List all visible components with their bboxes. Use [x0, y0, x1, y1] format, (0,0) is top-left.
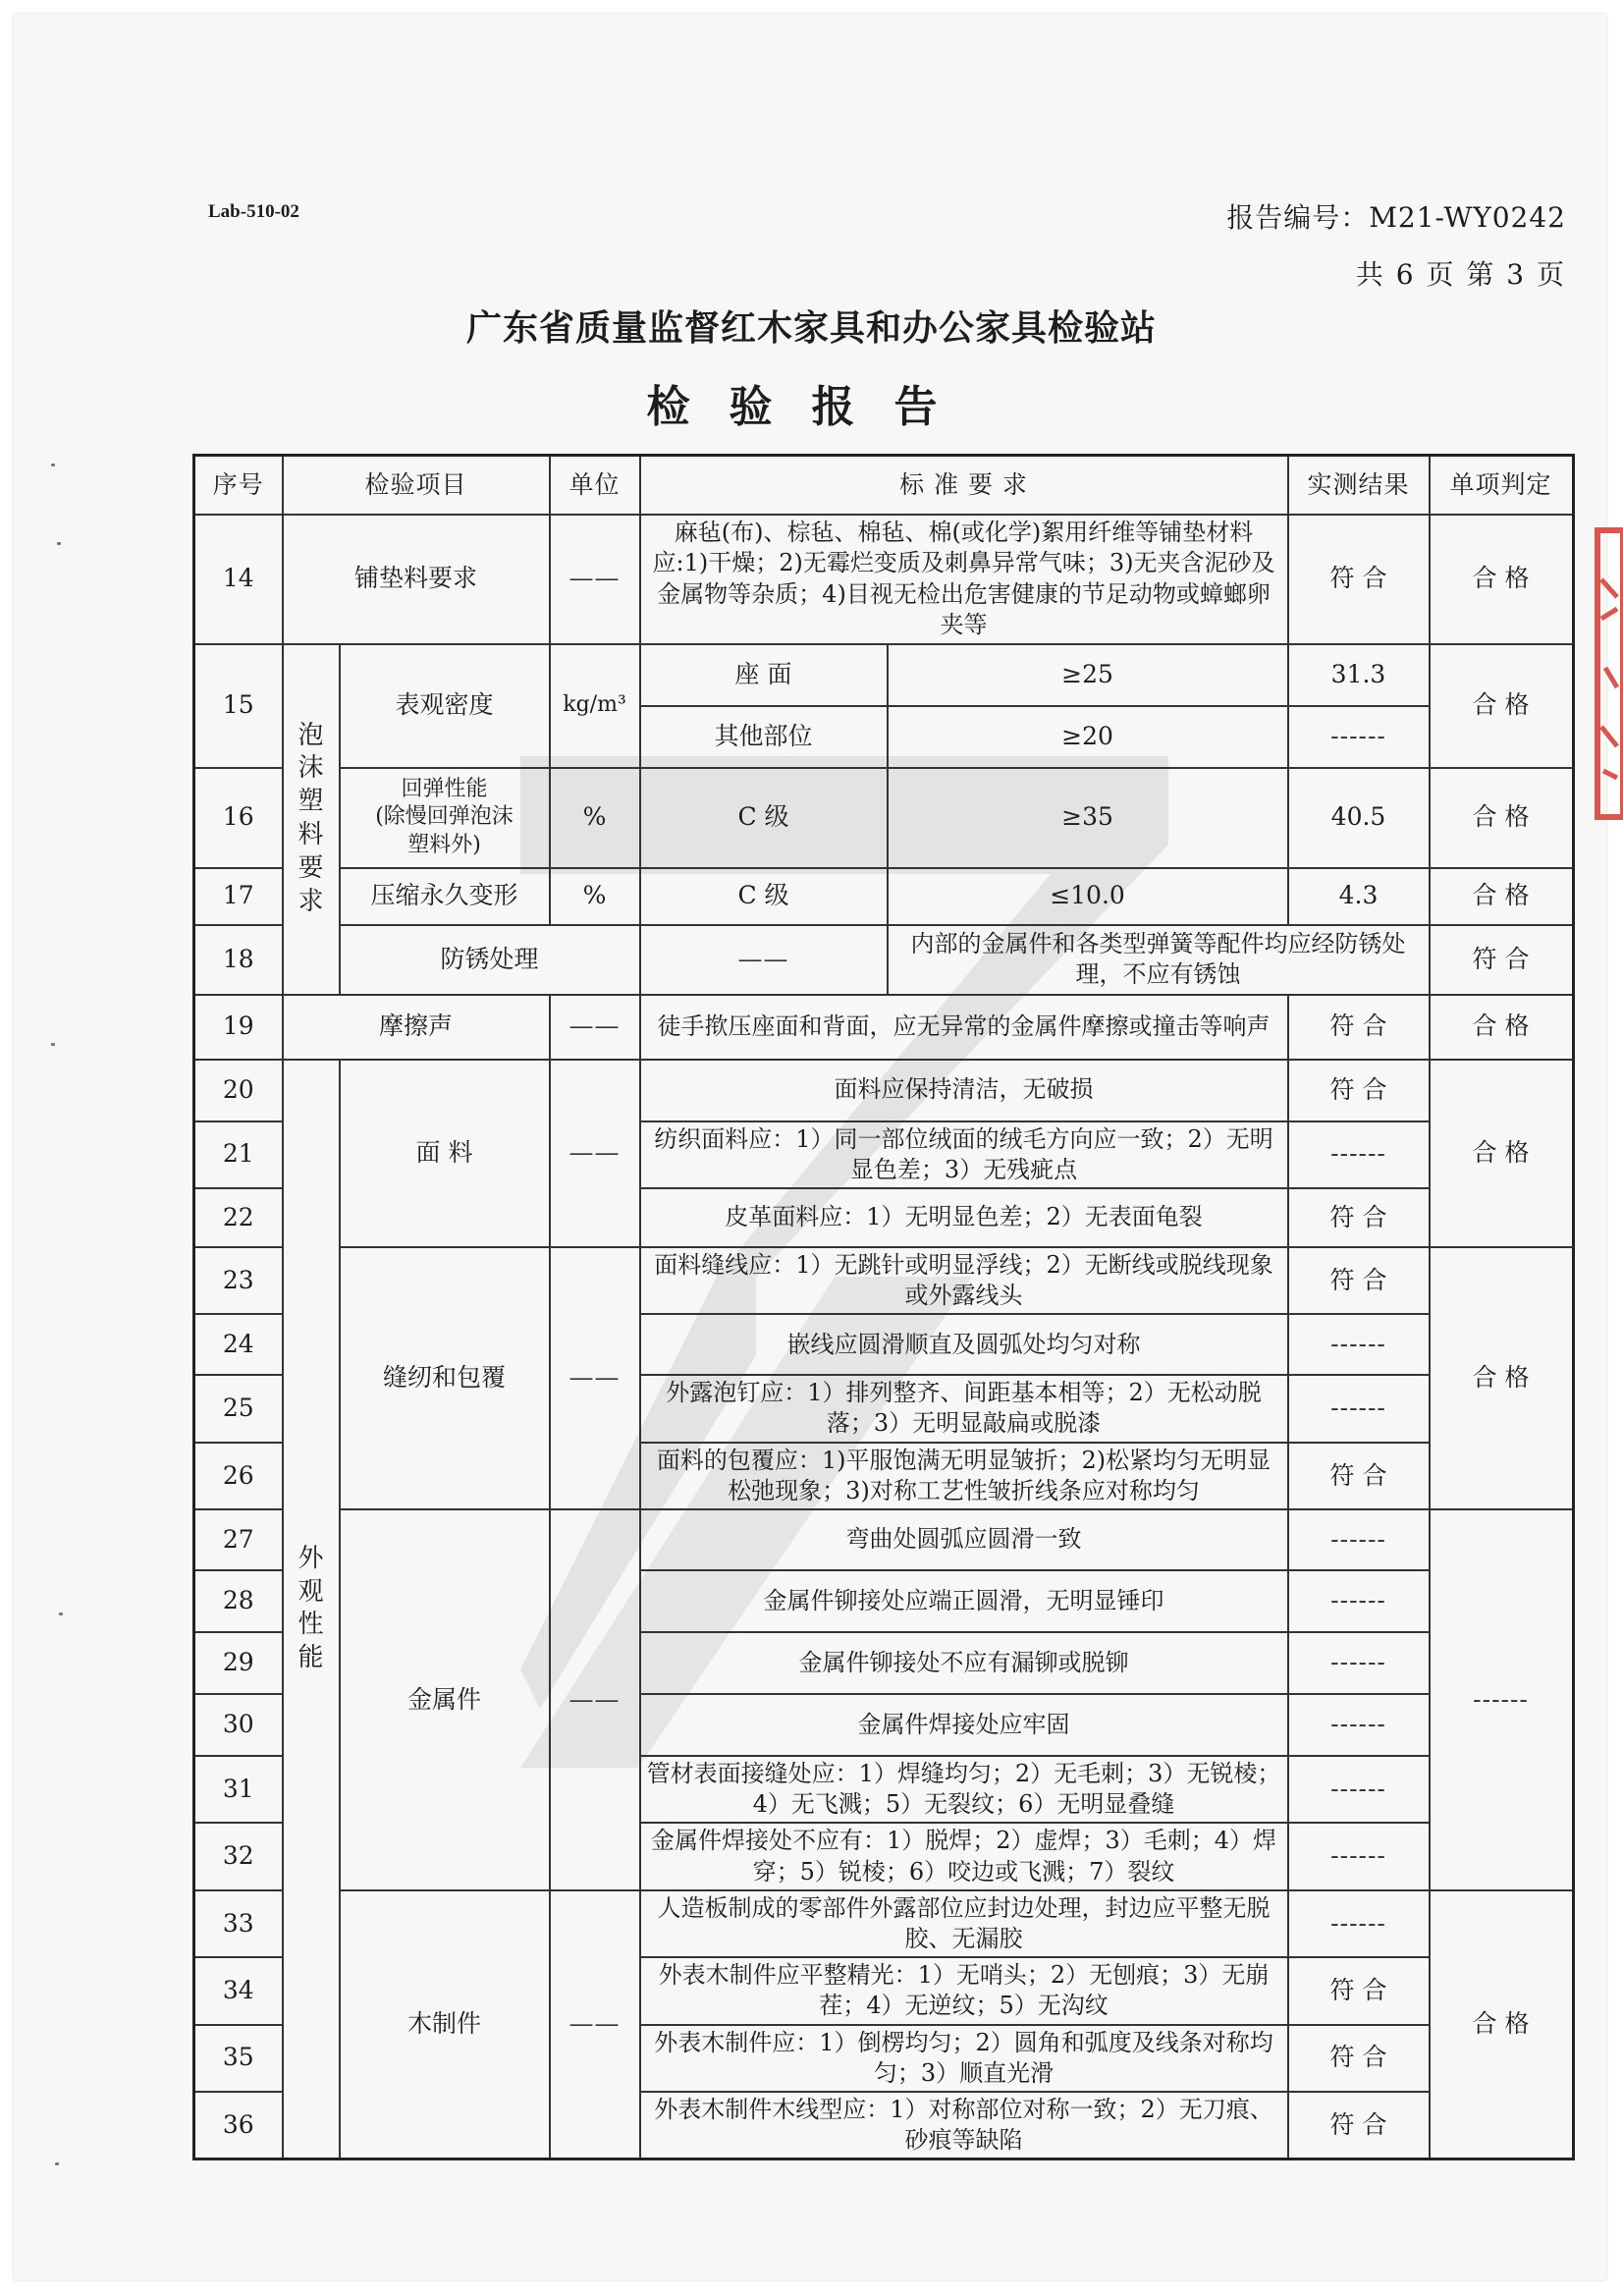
row-seq: 27	[194, 1509, 283, 1570]
subgroup-sewing-verdict: 合 格	[1430, 1247, 1573, 1509]
row-requirement: ≥25	[888, 644, 1288, 706]
row-seq: 34	[194, 1957, 283, 2024]
row-verdict: 合 格	[1430, 995, 1573, 1060]
row-verdict: 合 格	[1430, 644, 1573, 768]
subgroup-fabric-unit: ——	[550, 1060, 640, 1247]
row-seq: 26	[194, 1443, 283, 1509]
page-info: 共 6 页 第 3 页	[1355, 258, 1566, 291]
row-seq: 22	[194, 1188, 283, 1247]
row-item: 表观密度	[340, 644, 550, 768]
row-result: 符 合	[1288, 1247, 1430, 1314]
form-code: Lab-510-02	[208, 201, 299, 222]
row-verdict: 合 格	[1430, 515, 1573, 644]
table-row	[194, 868, 1574, 925]
row-result: 符 合	[1288, 2025, 1430, 2092]
row-requirement: 人造板制成的零部件外露部位应封边处理，封边应平整无脱胶、无漏胶	[640, 1890, 1288, 1957]
row-verdict: 合 格	[1430, 768, 1573, 868]
seam-stamp-fragment	[1588, 520, 1623, 825]
subgroup-sewing: 缝纫和包覆	[340, 1247, 550, 1509]
row-requirement: 外表木制件应平整精光：1）无哨头；2）无刨痕；3）无崩茬；4）无逆纹；5）无沟纹	[640, 1957, 1288, 2024]
row-requirement: 纺织面料应：1）同一部位绒面的绒毛方向应一致；2）无明显色差；3）无残疵点	[640, 1121, 1288, 1188]
organization-title: 广东省质量监督红木家具和办公家具检验站	[465, 308, 1157, 349]
row-subitem: C 级	[640, 868, 888, 925]
row-result: 符 合	[1288, 515, 1430, 644]
col-header-standard: 标 准 要 求	[640, 456, 1288, 515]
table-row	[194, 1890, 1574, 1957]
row-requirement: ≤10.0	[888, 868, 1288, 925]
row-item: 摩擦声	[283, 995, 550, 1060]
row-requirement: ≥20	[888, 706, 1288, 768]
row-result: 符 合	[1288, 1060, 1430, 1121]
row-seq: 28	[194, 1570, 283, 1632]
row-result: ------	[1288, 1375, 1430, 1442]
row-seq: 33	[194, 1890, 283, 1957]
row-unit: ——	[550, 995, 640, 1060]
row-requirement: 金属件焊接处不应有：1）脱焊；2）虚焊；3）毛刺；4）焊穿；5）锐棱；6）咬边或飞溅；7）裂纹	[640, 1823, 1288, 1889]
table-row	[194, 995, 1574, 1060]
row-seq: 15	[194, 644, 283, 768]
row-result: ------	[1288, 706, 1430, 768]
row-seq: 18	[194, 925, 283, 995]
row-verdict	[1573, 925, 1574, 995]
row-seq: 20	[194, 1060, 283, 1121]
inspection-table	[192, 454, 1575, 2160]
row-seq: 14	[194, 515, 283, 644]
report-number: 报告编号：M21-WY0242	[1226, 201, 1566, 234]
table-row	[194, 1509, 1574, 1570]
row-requirement: 内部的金属件和各类型弹簧等配件均应经防锈处理，不应有锈蚀	[888, 925, 1430, 995]
subgroup-sewing-unit: ——	[550, 1247, 640, 1509]
subgroup-wood-unit: ——	[550, 1890, 640, 2159]
row-requirement: 管材表面接缝处应：1）焊缝均匀；2）无毛刺；3）无锐棱；4）无飞溅；5）无裂纹；6）无明显叠缝	[640, 1756, 1288, 1823]
row-requirement: 外表木制件应：1）倒楞均匀；2）圆角和弧度及线条对称均匀；3）顺直光滑	[640, 2025, 1288, 2092]
scan-speck	[59, 1613, 63, 1615]
scan-speck	[55, 2162, 59, 2165]
row-result: ------	[1288, 1121, 1430, 1188]
col-header-verdict: 单项判定	[1430, 456, 1573, 515]
row-requirement: 徒手揿压座面和背面，应无异常的金属件摩擦或撞击等响声	[640, 995, 1288, 1060]
row-result: 31.3	[1288, 644, 1430, 706]
row-result: ------	[1288, 1890, 1430, 1957]
row-result: 40.5	[1288, 768, 1430, 868]
row-seq: 21	[194, 1121, 283, 1188]
row-requirement: 麻毡(布)、棕毡、棉毡、棉(或化学)絮用纤维等铺垫材料应:1)干燥；2)无霉烂变质及刺鼻异常气味；3)无夹含泥砂及金属物等杂质；4)目视无检出危害健康的节足动物或蟑螂卵夹等	[640, 515, 1288, 644]
row-result: 符 合	[1288, 1188, 1430, 1247]
row-requirement: 弯曲处圆弧应圆滑一致	[640, 1509, 1288, 1570]
subgroup-metal-unit: ——	[550, 1509, 640, 1890]
subgroup-metal-verdict: ------	[1430, 1509, 1573, 1890]
table-row	[194, 1247, 1574, 1314]
row-requirement: 皮革面料应：1）无明显色差；2）无表面龟裂	[640, 1188, 1288, 1247]
row-unit: %	[550, 868, 640, 925]
row-result: 符 合	[1288, 995, 1430, 1060]
row-unit: %	[550, 768, 640, 868]
row-requirement: 金属件铆接处应端正圆滑，无明显锤印	[640, 1570, 1288, 1632]
group-label-appearance: 外 观 性 能	[283, 1060, 340, 2159]
subgroup-metal: 金属件	[340, 1509, 550, 1890]
row-item: 压缩永久变形	[340, 868, 550, 925]
row-requirement: 嵌线应圆滑顺直及圆弧处均匀对称	[640, 1314, 1288, 1375]
table-row	[194, 1060, 1574, 1121]
row-seq: 31	[194, 1756, 283, 1823]
row-seq: 36	[194, 2092, 283, 2159]
subgroup-wood: 木制件	[340, 1890, 550, 2159]
col-header-unit: 单位	[550, 456, 640, 515]
col-header-seq: 序号	[194, 456, 283, 515]
scan-speck	[51, 1043, 55, 1046]
row-seq: 32	[194, 1823, 283, 1889]
row-requirement: 外表木制件木线型应：1）对称部位对称一致；2）无刀痕、砂痕等缺陷	[640, 2092, 1288, 2159]
row-seq: 17	[194, 868, 283, 925]
group-label-foam: 泡 沫 塑 料 要 求	[283, 644, 340, 995]
row-result: 符 合	[1430, 925, 1573, 995]
row-unit: ——	[550, 515, 640, 644]
col-header-result: 实测结果	[1288, 456, 1430, 515]
row-seq: 29	[194, 1632, 283, 1694]
row-requirement: 面料应保持清洁，无破损	[640, 1060, 1288, 1121]
subgroup-wood-verdict: 合 格	[1430, 1890, 1573, 2159]
row-result: ------	[1288, 1823, 1430, 1889]
row-requirement: ≥35	[888, 768, 1288, 868]
row-item: 回弹性能 (除慢回弹泡沫 塑料外)	[340, 768, 550, 868]
row-seq: 19	[194, 995, 283, 1060]
document-title: 检验报告	[646, 382, 977, 432]
row-unit: ——	[640, 925, 888, 995]
row-item: 铺垫料要求	[283, 515, 550, 644]
row-result: 4.3	[1288, 868, 1430, 925]
scan-speck	[57, 542, 61, 545]
row-result: ------	[1288, 1570, 1430, 1632]
row-seq: 24	[194, 1314, 283, 1375]
row-result: ------	[1288, 1314, 1430, 1375]
table-row	[194, 515, 1574, 644]
row-seq: 23	[194, 1247, 283, 1314]
row-result: ------	[1288, 1694, 1430, 1756]
row-requirement: 金属件铆接处不应有漏铆或脱铆	[640, 1632, 1288, 1694]
row-result: ------	[1288, 1632, 1430, 1694]
table-row	[194, 768, 1574, 868]
row-seq: 16	[194, 768, 283, 868]
col-header-item: 检验项目	[283, 456, 550, 515]
table-row	[194, 644, 1574, 706]
row-subitem: 座 面	[640, 644, 888, 706]
row-result: 符 合	[1288, 2092, 1430, 2159]
row-requirement: 面料缝线应：1）无跳针或明显浮线；2）无断线或脱线现象或外露线头	[640, 1247, 1288, 1314]
row-seq: 30	[194, 1694, 283, 1756]
subgroup-fabric: 面 料	[340, 1060, 550, 1247]
subgroup-fabric-verdict: 合 格	[1430, 1060, 1573, 1247]
row-verdict: 合 格	[1430, 868, 1573, 925]
row-result: 符 合	[1288, 1443, 1430, 1509]
row-seq: 35	[194, 2025, 283, 2092]
row-result: ------	[1288, 1509, 1430, 1570]
row-subitem: C 级	[640, 768, 888, 868]
row-unit: kg/m³	[550, 644, 640, 768]
row-requirement: 外露泡钉应：1）排列整齐、间距基本相等；2）无松动脱落；3）无明显敲扁或脱漆	[640, 1375, 1288, 1442]
row-subitem: 其他部位	[640, 706, 888, 768]
row-seq: 25	[194, 1375, 283, 1442]
scan-speck	[51, 464, 55, 466]
row-requirement: 面料的包覆应：1)平服饱满无明显皱折；2)松紧均匀无明显松弛现象；3)对称工艺性皱折线条应对称均匀	[640, 1443, 1288, 1509]
row-result: ------	[1288, 1756, 1430, 1823]
row-result: 符 合	[1288, 1957, 1430, 2024]
row-requirement: 金属件焊接处应牢固	[640, 1694, 1288, 1756]
row-item: 防锈处理	[340, 925, 640, 995]
table-row	[194, 925, 1574, 995]
